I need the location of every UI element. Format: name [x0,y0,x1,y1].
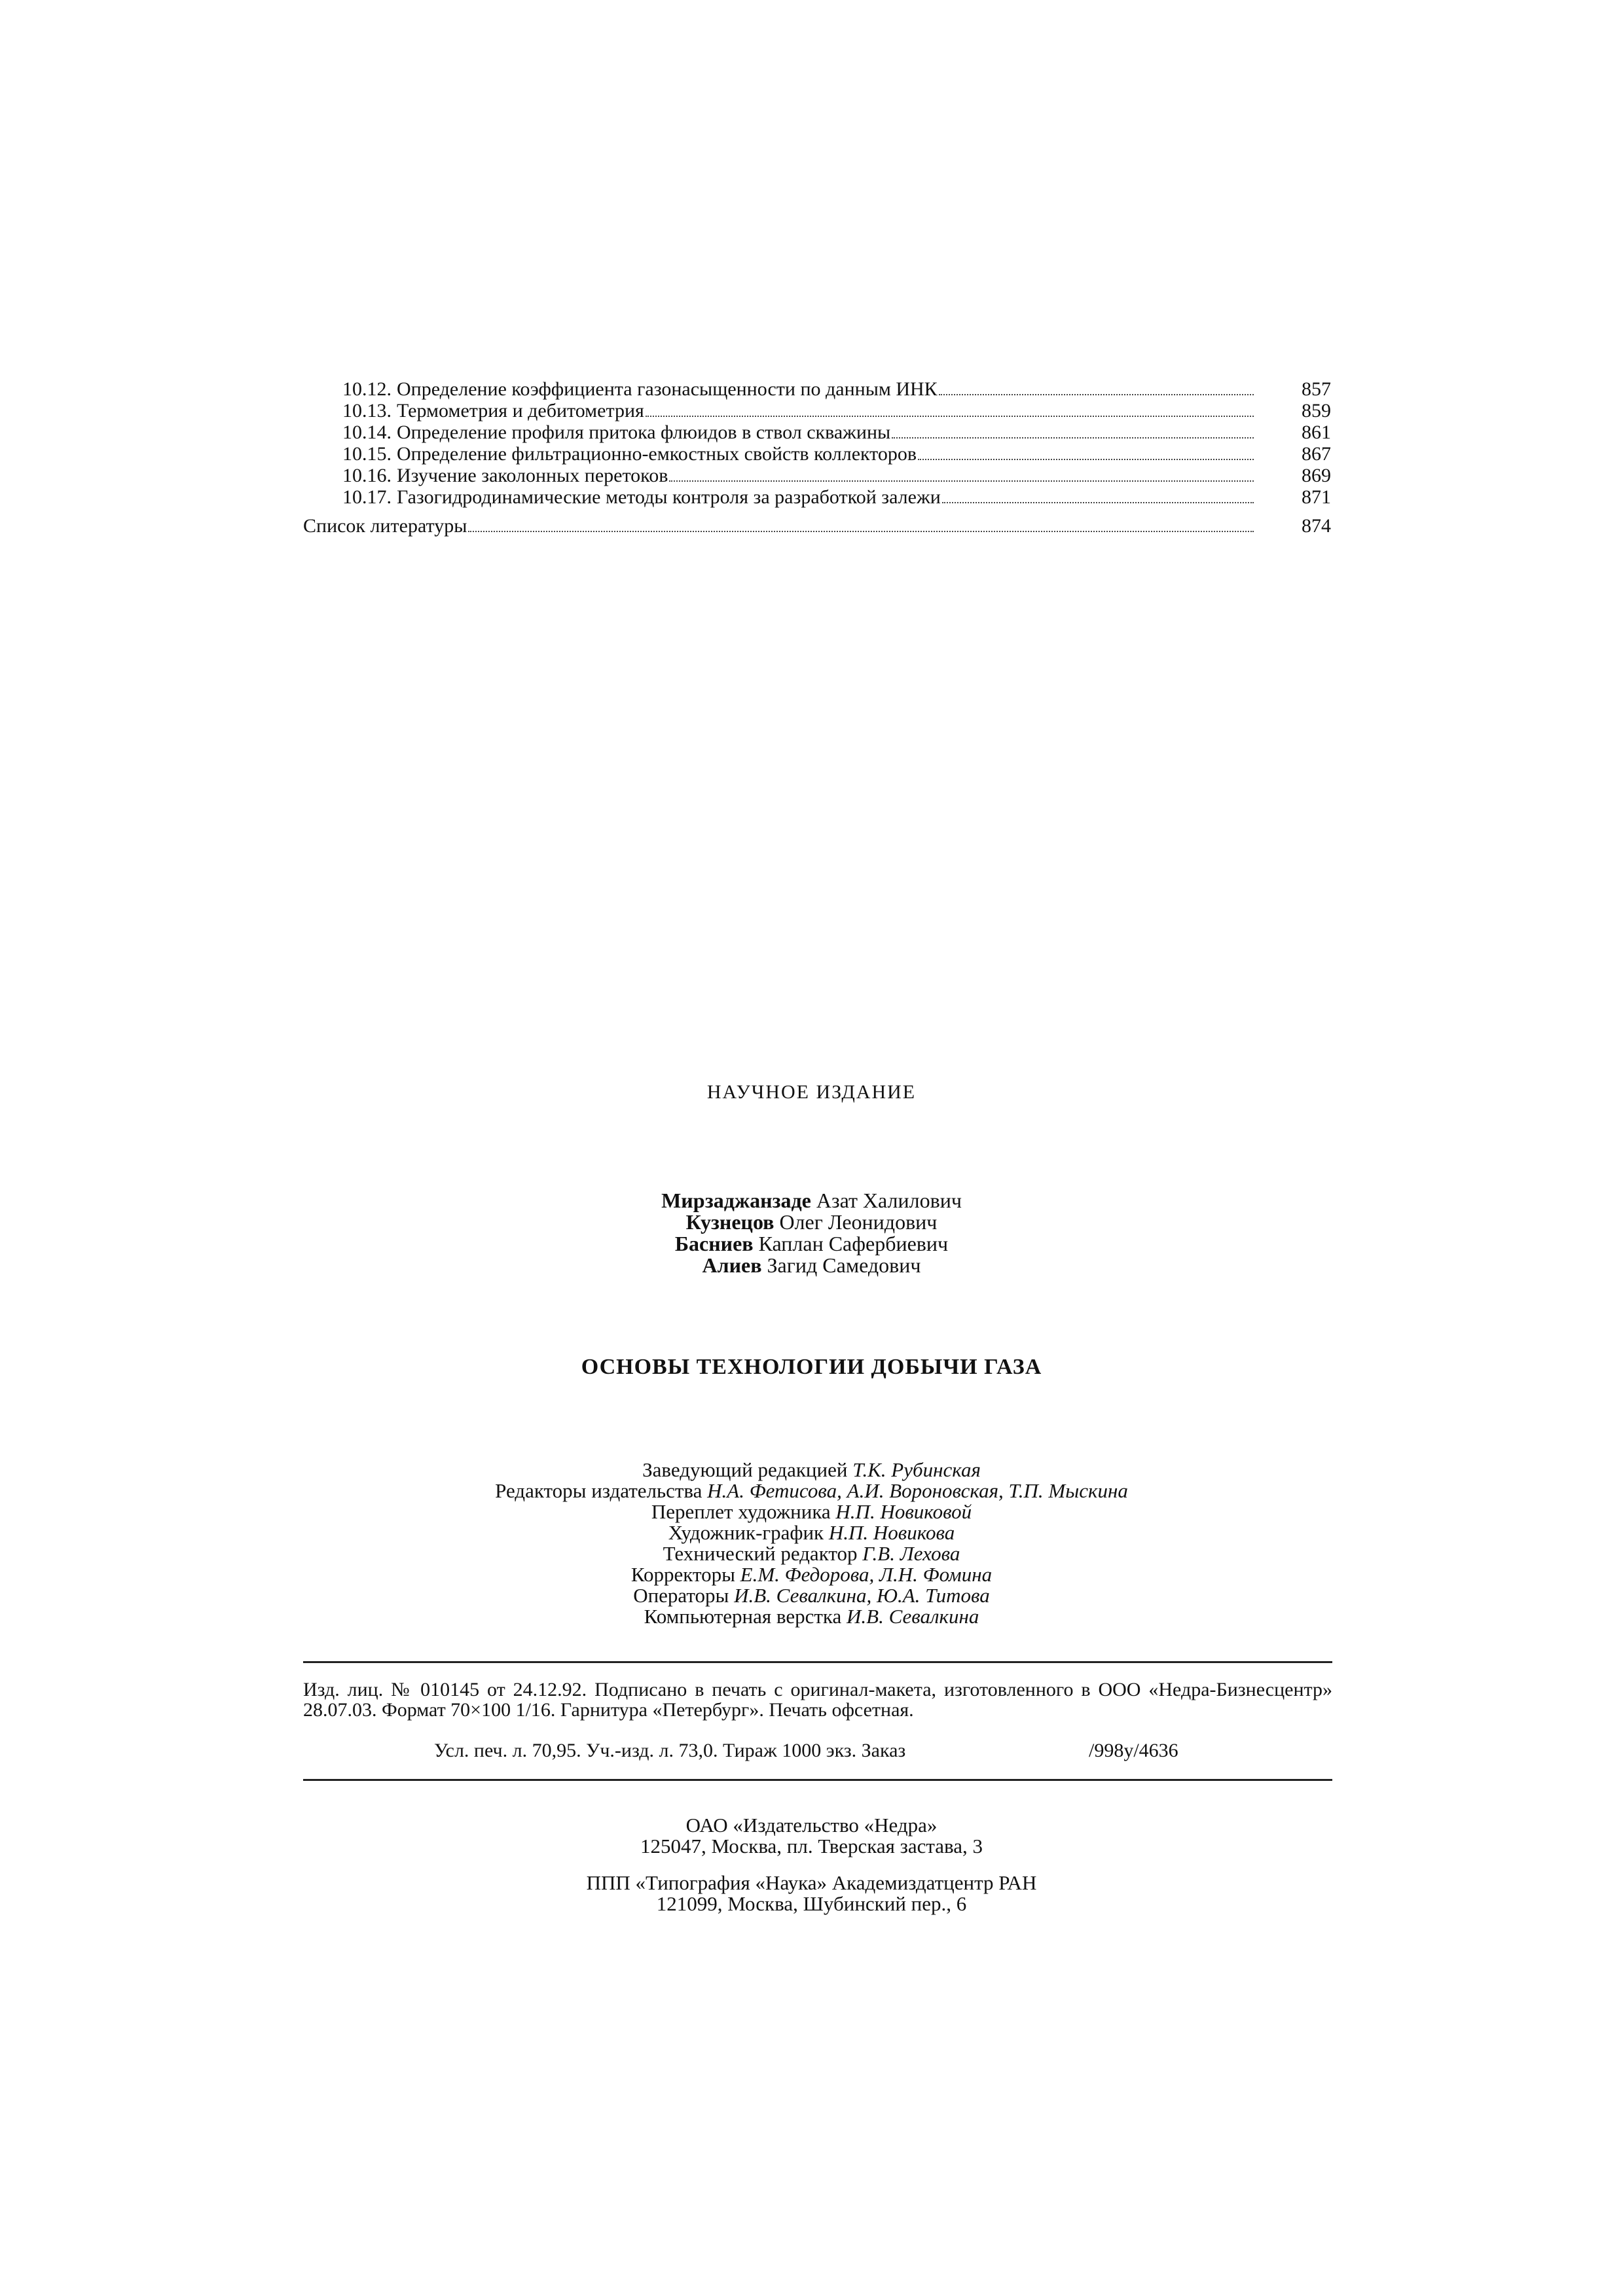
printer-address: 121099, Москва, Шубинский пер., 6 [656,1892,967,1915]
toc-leader-dots [468,530,1254,532]
table-of-contents [303,378,1331,537]
toc-entry-number: 10.12. [342,378,392,400]
toc-entry-title: Определение профиля притока флюидов в ствол скважины [397,422,891,443]
credit-role: Компьютерная верстка [644,1605,842,1628]
toc-entry-page: 871 [1302,486,1331,508]
author-surname: Кузнецов [685,1210,775,1234]
credits-list [0,1460,1623,1627]
credit-names: Т.К. Рубинская [852,1458,981,1481]
credit-names: И.В. Севалкина, Ю.А. Титова [734,1584,990,1607]
author-surname: Мирзаджанзаде [661,1189,811,1212]
divider-top [303,1661,1332,1663]
author-given-name: Каплан Сафербиевич [758,1232,949,1255]
credit-role: Художник-график [668,1521,824,1544]
publisher-info [0,1815,1623,1857]
toc-entry-title: Газогидродинамические методы контроля за разработкой залежи [397,486,941,508]
toc-entry [303,400,1331,422]
imprint-order-number: /998у/4636 [1089,1740,1178,1761]
toc-entry-number: 10.13. [342,400,392,422]
toc-leader-dots [939,393,1254,395]
credit-role: Заведующий редакцией [642,1458,848,1481]
toc-entry-title: Определение фильтрационно-емкостных свойств коллекторов [397,443,917,465]
toc-entry [303,378,1331,400]
credit-line [0,1522,1623,1543]
toc-entry-page: 869 [1302,465,1331,486]
credit-line [0,1606,1623,1627]
publisher-name: ОАО «Издательство «Недра» [685,1814,938,1837]
credit-names: И.В. Севалкина [847,1605,979,1628]
credit-names: Е.М. Федорова, Л.Н. Фомина [740,1563,993,1586]
toc-entry [303,422,1331,443]
publisher-address: 125047, Москва, пл. Тверская застава, 3 [640,1835,983,1857]
credit-line [0,1585,1623,1606]
toc-leader-dots [646,415,1254,417]
toc-leader-dots [918,458,1254,460]
credit-names: Н.П. Новиковой [835,1500,972,1523]
printer-info [0,1873,1623,1914]
author-given-name: Загид Самедович [767,1253,921,1277]
toc-entry-number: 10.15. [342,443,392,465]
credit-names: Н.П. Новикова [828,1521,955,1544]
credit-names: Г.В. Лехова [862,1542,960,1565]
credit-line [0,1543,1623,1564]
edition-type: НАУЧНОЕ ИЗДАНИЕ [706,1081,917,1103]
book-title: ОСНОВЫ ТЕХНОЛОГИИ ДОБЫЧИ ГАЗА [581,1355,1042,1379]
author [0,1190,1623,1211]
credit-line [0,1460,1623,1480]
author [0,1233,1623,1255]
toc-entry-page: 859 [1302,400,1331,422]
toc-entry-title: Изучение заколонных перетоков [397,465,668,486]
toc-entry-page: 867 [1302,443,1331,465]
toc-entry-number: 10.14. [342,422,392,443]
credit-role: Технический редактор [663,1542,858,1565]
toc-entry [303,486,1331,508]
credit-line [0,1564,1623,1585]
author-surname: Басниев [674,1232,754,1255]
credit-role: Редакторы издательства [495,1479,702,1502]
credit-names: Н.А. Фетисова, А.И. Вороновская, Т.П. Мыскина [707,1479,1128,1502]
toc-leader-dots [669,480,1254,482]
author [0,1211,1623,1233]
toc-entry-title: Список литературы [303,515,467,537]
author [0,1255,1623,1276]
printer-name: ППП «Типография «Наука» Академиздатцентр РАН [586,1871,1037,1894]
toc-leader-dots [942,501,1254,503]
toc-entry-page: 861 [1302,422,1331,443]
imprint-paragraph: Изд. лиц. № 010145 от 24.12.92. Подписано в печать с оригинал-макета, изготовленного в ООО «Недра-Бизнесцентр» 28.07.03. Формат 70×100 1/16. Гарнитура «Петербург». Печать офсетная. [303,1679,1332,1721]
credit-line [0,1480,1623,1501]
author-list [0,1190,1623,1276]
toc-entry-page: 874 [1302,515,1331,537]
toc-entry-title: Определение коэффициента газонасыщенности по данным ИНК [397,378,938,400]
toc-entry-title: Термометрия и дебитометрия [397,400,644,422]
imprint-print-run: Усл. печ. л. 70,95. Уч.-изд. л. 73,0. Тираж 1000 экз. Заказ [434,1740,906,1761]
credit-line [0,1501,1623,1522]
toc-entry-references [303,515,1331,537]
toc-entry [303,465,1331,486]
toc-entry [303,443,1331,465]
author-given-name: Олег Леонидович [779,1210,938,1234]
toc-leader-dots [892,437,1254,439]
toc-entry-page: 857 [1302,378,1331,400]
divider-bottom [303,1779,1332,1781]
toc-entry-number: 10.16. [342,465,392,486]
credit-role: Переплет художника [651,1500,831,1523]
toc-entry-number: 10.17. [342,486,392,508]
credit-role: Операторы [633,1584,729,1607]
credit-role: Корректоры [630,1563,735,1586]
author-given-name: Азат Халилович [816,1189,962,1212]
author-surname: Алиев [702,1253,762,1277]
